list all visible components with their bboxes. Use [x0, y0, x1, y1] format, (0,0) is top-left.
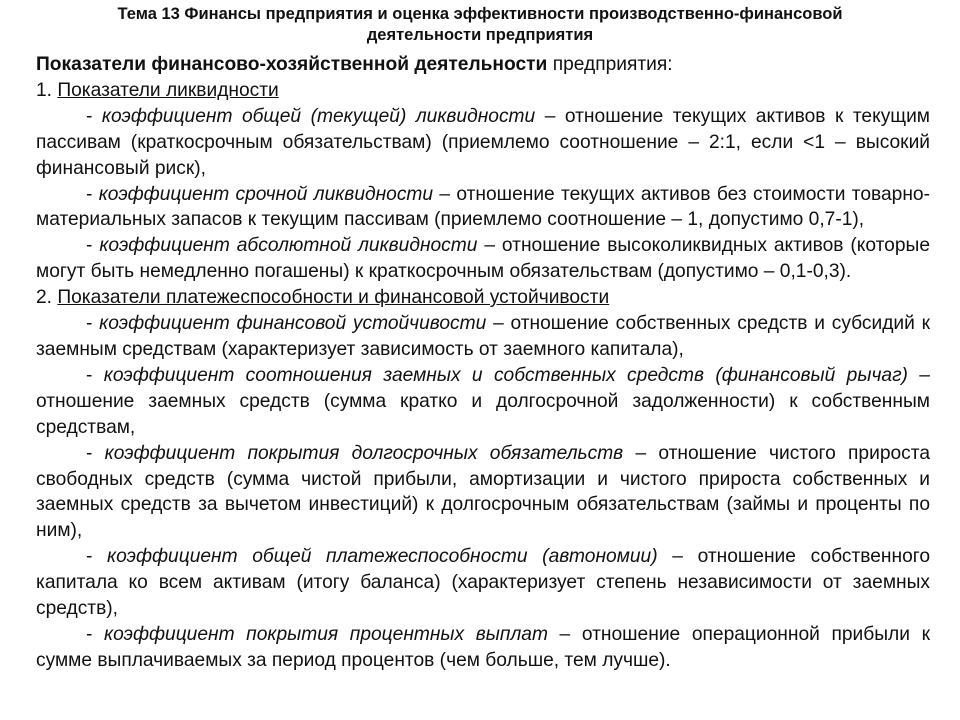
item-term: коэффициент соотношения заемных и собственных средств (финансовый рычаг) — [103, 364, 908, 386]
item-term: коэффициент общей (текущей) ликвидности — [101, 105, 536, 127]
item-text: – отношение текущих активов к текущим пассивам (краткосрочным обязательствам) (приемлемо соотношение – 2:1, если <1 – высокий финансовый риск), — [36, 105, 930, 179]
subsection-title: Показатели ликвидности — [57, 79, 279, 101]
item-term: коэффициент абсолютной ликвидности — [99, 235, 478, 257]
item-dash: - — [86, 442, 105, 464]
section-heading-rest: предприятия: — [547, 54, 673, 75]
slide-body — [36, 52, 930, 674]
item-term: коэффициент общей платежеспособности (автономии) — [107, 546, 658, 568]
slide-title — [60, 4, 900, 46]
section-heading — [36, 52, 930, 78]
item-text: – отношение заемных средств (сумма кратко и долгосрочной задолженности) к собственным средствам, — [36, 364, 930, 438]
item-term: коэффициент покрытия процентных выплат — [104, 623, 548, 645]
subsection-number: 1. — [36, 79, 58, 101]
item-dash: - — [86, 183, 99, 205]
item-text: – отношение текущих активов без стоимости товарно-материальных запасов к текущим пассивам (приемлемо соотношение – 1, допустимо 0,7-1), — [36, 183, 930, 231]
section-heading-bold: Показатели финансово-хозяйственной деятельности — [36, 54, 548, 75]
item-text: – отношение высоколиквидных активов (которые могут быть немедленно погашены) к краткосрочным обязательствам (допустимо – 0,1-0,3). — [36, 235, 930, 283]
list-item — [36, 544, 930, 622]
slide-title-line-2: деятельности предприятия — [366, 26, 594, 44]
item-text: – отношение чистого прироста свободных средств (сумма чистой прибыли, амортизации и чистого прироста собственных и заемных средств за вычетом инвестиций) к долгосрочным обязательствам (займы и проценты по ним), — [36, 442, 930, 542]
item-dash: - — [86, 105, 102, 127]
item-dash: - — [86, 313, 100, 335]
list-item — [36, 104, 930, 182]
item-dash: - — [86, 364, 104, 386]
subsection-solvency-title — [36, 285, 930, 311]
item-dash: - — [86, 623, 105, 645]
item-term: коэффициент финансовой устойчивости — [99, 313, 487, 335]
list-item — [36, 311, 930, 363]
subsection-number: 2. — [36, 287, 58, 309]
list-item — [36, 441, 930, 545]
list-item — [36, 363, 930, 441]
item-dash: - — [86, 546, 108, 568]
list-item — [36, 622, 930, 674]
item-text: – отношение собственного капитала ко всем активам (итогу баланса) (характеризует степень независимости от заемных средств), — [36, 546, 930, 620]
subsection-title: Показатели платежеспособности и финансовой устойчивости — [57, 287, 610, 309]
list-item — [36, 182, 930, 234]
slide-title-line-1: Тема 13 Финансы предприятия и оценка эффективности производственно-финансовой — [117, 5, 843, 23]
item-text: – отношение собственных средств и субсидий к заемным средствам (характеризует зависимость от заемного капитала), — [36, 313, 930, 360]
item-term: коэффициент покрытия долгосрочных обязательств — [104, 442, 624, 464]
subsection-liquidity-title — [36, 78, 930, 104]
item-text: – отношение операционной прибыли к сумме выплачиваемых за период процентов (чем больше, тем лучше). — [36, 623, 930, 671]
list-item — [36, 233, 930, 285]
item-dash: - — [86, 235, 100, 257]
item-term: коэффициент срочной ликвидности — [98, 183, 434, 205]
